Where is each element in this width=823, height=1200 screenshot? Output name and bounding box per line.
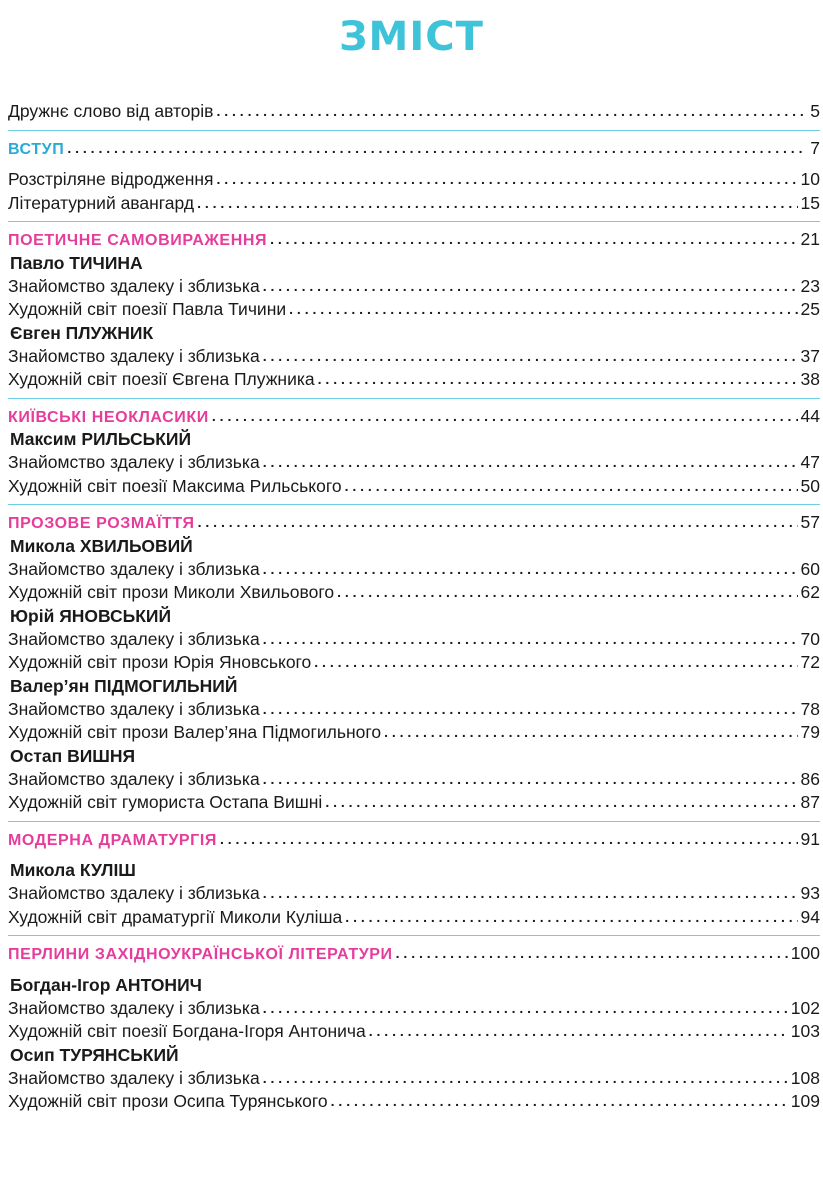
toc-section-poetic[interactable] — [8, 228, 820, 252]
toc-author: Богдан-Ігор АНТОНИЧ — [10, 974, 202, 995]
leader-dots — [270, 227, 797, 252]
toc-page-number: 50 — [800, 475, 820, 496]
toc-page-number: 62 — [800, 582, 820, 602]
toc-entry-title: Художній світ драматургії Миколи Куліша — [8, 906, 343, 927]
toc-author: Микола КУЛІШ — [10, 860, 136, 880]
toc-author: Осип ТУРЯНСЬКИЙ — [10, 1044, 179, 1065]
toc-section-prose[interactable] — [8, 511, 820, 535]
leader-dots — [263, 1066, 788, 1091]
toc-section-title: ПРОЗОВЕ РОЗМАЇТТЯ — [8, 515, 195, 532]
section-divider — [8, 821, 820, 822]
toc-page-number: 57 — [800, 512, 820, 532]
toc-section-title: ПОЕТИЧНЕ САМОВИРАЖЕННЯ — [8, 232, 268, 249]
toc-page-number: 38 — [800, 369, 820, 389]
toc-page-number: 87 — [800, 792, 820, 812]
toc-page-number: 44 — [800, 405, 820, 426]
toc-page-number: 86 — [800, 768, 820, 789]
leader-dots — [384, 720, 797, 745]
toc-page-number: 70 — [800, 628, 820, 649]
toc-entry[interactable] — [8, 368, 820, 392]
toc-entry-title: Художній світ поезії Павла Тичини — [8, 299, 287, 319]
leader-dots — [197, 191, 797, 216]
toc-page-number: 78 — [800, 698, 820, 719]
toc-entry-title: Знайомство здалеку і зблизька — [8, 275, 260, 296]
toc-entry-title: Знайомство здалеку і зблизька — [8, 768, 260, 789]
leader-dots — [369, 1019, 788, 1044]
toc-entry-title: Знайомство здалеку і зблизька — [8, 628, 260, 649]
toc-entry-title: Знайомство здалеку і зблизька — [8, 883, 260, 903]
leader-dots — [263, 767, 798, 792]
section-divider — [8, 935, 820, 936]
leader-dots — [216, 99, 807, 124]
toc-page-number: 47 — [800, 452, 820, 472]
leader-dots — [263, 450, 798, 475]
toc-entry[interactable] — [8, 721, 820, 745]
leader-dots — [263, 996, 788, 1021]
toc-page-number: 108 — [790, 1067, 820, 1088]
toc-page-number: 21 — [800, 229, 820, 249]
toc-entry-title: Художній світ прози Юрія Яновського — [8, 652, 312, 672]
leader-dots — [67, 136, 807, 161]
leader-dots — [263, 627, 798, 652]
toc-entry-title: Розстріляне відродження — [8, 169, 214, 189]
toc-section-western[interactable] — [8, 942, 820, 966]
leader-dots — [345, 474, 798, 499]
toc-entry[interactable] — [8, 192, 820, 216]
leader-dots — [263, 697, 798, 722]
toc-author: Максим РИЛЬСЬКИЙ — [10, 429, 192, 449]
leader-dots — [345, 905, 797, 930]
toc-page-number: 10 — [800, 169, 820, 189]
toc-page-number: 91 — [800, 828, 820, 849]
toc-page-number: 72 — [800, 652, 820, 672]
toc-entry-title: Літературний авангард — [8, 192, 195, 213]
section-divider — [8, 398, 820, 399]
toc-section-drama[interactable] — [8, 828, 820, 852]
toc-author: Євген ПЛУЖНИК — [10, 322, 154, 343]
toc-section-neoclassics[interactable] — [8, 405, 820, 429]
toc-entry[interactable] — [8, 581, 820, 605]
leader-dots — [331, 1089, 788, 1114]
toc-entry[interactable] — [8, 698, 820, 722]
toc-page-number: 7 — [810, 137, 820, 158]
leader-dots — [263, 881, 798, 906]
toc-entry[interactable] — [8, 997, 820, 1021]
toc-author: Валер’ян ПІДМОГИЛЬНИЙ — [10, 675, 238, 696]
toc-entry-title: Знайомство здалеку і зблизька — [8, 558, 260, 579]
toc-section-title: КИЇВСЬКІ НЕОКЛАСИКИ — [8, 408, 209, 426]
leader-dots — [289, 297, 797, 322]
toc-entry[interactable] — [8, 628, 820, 652]
toc-entry[interactable] — [8, 882, 820, 906]
toc-page-number: 60 — [800, 558, 820, 579]
section-divider — [8, 221, 820, 222]
toc-entry[interactable] — [8, 451, 820, 475]
leader-dots — [220, 827, 798, 852]
toc-page-number: 109 — [790, 1091, 820, 1111]
toc-entry[interactable] — [8, 558, 820, 582]
toc-page-number: 5 — [810, 101, 820, 121]
toc-author: Павло ТИЧИНА — [10, 252, 143, 273]
toc-entry-intro[interactable] — [8, 100, 820, 124]
toc-entry-title: Художній світ поезії Максима Рильського — [8, 475, 342, 496]
toc-page-number: 15 — [800, 192, 820, 213]
toc-author: Остап ВИШНЯ — [10, 745, 136, 766]
leader-dots — [396, 941, 788, 966]
toc-page-number: 103 — [790, 1021, 820, 1041]
toc-entry[interactable] — [8, 768, 820, 792]
toc-entry-title: Знайомство здалеку і зблизька — [8, 698, 260, 719]
toc-page-number: 100 — [790, 943, 820, 963]
toc-author: Микола ХВИЛЬОВИЙ — [10, 535, 193, 556]
leader-dots — [325, 790, 797, 815]
toc-page-number: 94 — [800, 906, 820, 927]
toc-entry-title: Художній світ прози Миколи Хвильового — [8, 582, 335, 602]
toc-entry-title: Художній світ поезії Богдана-Ігоря Антонича — [8, 1021, 366, 1041]
toc-entry[interactable] — [8, 298, 820, 322]
toc-entry[interactable] — [8, 1090, 820, 1114]
toc-page-number: 93 — [800, 883, 820, 903]
toc-entry[interactable] — [8, 651, 820, 675]
toc-entry-title: Художній світ гумориста Остапа Вишні — [8, 792, 323, 812]
toc-entry[interactable] — [8, 1020, 820, 1044]
leader-dots — [212, 404, 798, 429]
leader-dots — [198, 510, 798, 535]
leader-dots — [318, 367, 798, 392]
toc-section-vstup[interactable] — [8, 137, 820, 161]
toc-page-number: 23 — [800, 275, 820, 296]
toc-entry[interactable] — [8, 475, 820, 499]
leader-dots — [263, 557, 798, 582]
toc-entry-title: Знайомство здалеку і зблизька — [8, 1067, 260, 1088]
table-of-contents — [8, 100, 820, 1114]
toc-section-title: ПЕРЛИНИ ЗАХІДНОУКРАЇНСЬКОЇ ЛІТЕРАТУРИ — [8, 946, 393, 963]
toc-entry-title: Художній світ прози Валер’яна Підмогильного — [8, 722, 382, 742]
toc-entry[interactable] — [8, 275, 820, 299]
toc-entry-title: Художній світ поезії Євгена Плужника — [8, 369, 315, 389]
toc-entry-title: Художній світ прози Осипа Турянського — [8, 1091, 328, 1111]
toc-entry-title: Дружнє слово від авторів — [8, 101, 214, 121]
leader-dots — [263, 344, 798, 369]
section-divider — [8, 504, 820, 505]
toc-page-number: 79 — [800, 722, 820, 742]
toc-entry[interactable] — [8, 168, 820, 192]
toc-entry[interactable] — [8, 345, 820, 369]
page-title: ЗМІСТ — [339, 14, 484, 60]
toc-entry[interactable] — [8, 791, 820, 815]
toc-entry[interactable] — [8, 906, 820, 930]
toc-section-title: ВСТУП — [8, 140, 65, 158]
toc-author: Юрій ЯНОВСЬКИЙ — [10, 605, 172, 626]
toc-page-number: 25 — [800, 299, 820, 319]
toc-entry-title: Знайомство здалеку і зблизька — [8, 452, 260, 472]
toc-entry-title: Знайомство здалеку і зблизька — [8, 997, 260, 1018]
toc-entry-title: Знайомство здалеку і зблизька — [8, 345, 260, 366]
leader-dots — [337, 580, 797, 605]
toc-entry[interactable] — [8, 1067, 820, 1091]
section-divider — [8, 130, 820, 131]
leader-dots — [263, 274, 798, 299]
leader-dots — [217, 167, 798, 192]
toc-section-title: МОДЕРНА ДРАМАТУРГІЯ — [8, 831, 217, 849]
toc-page-number: 102 — [790, 997, 820, 1018]
toc-page-number: 37 — [800, 345, 820, 366]
leader-dots — [314, 650, 797, 675]
